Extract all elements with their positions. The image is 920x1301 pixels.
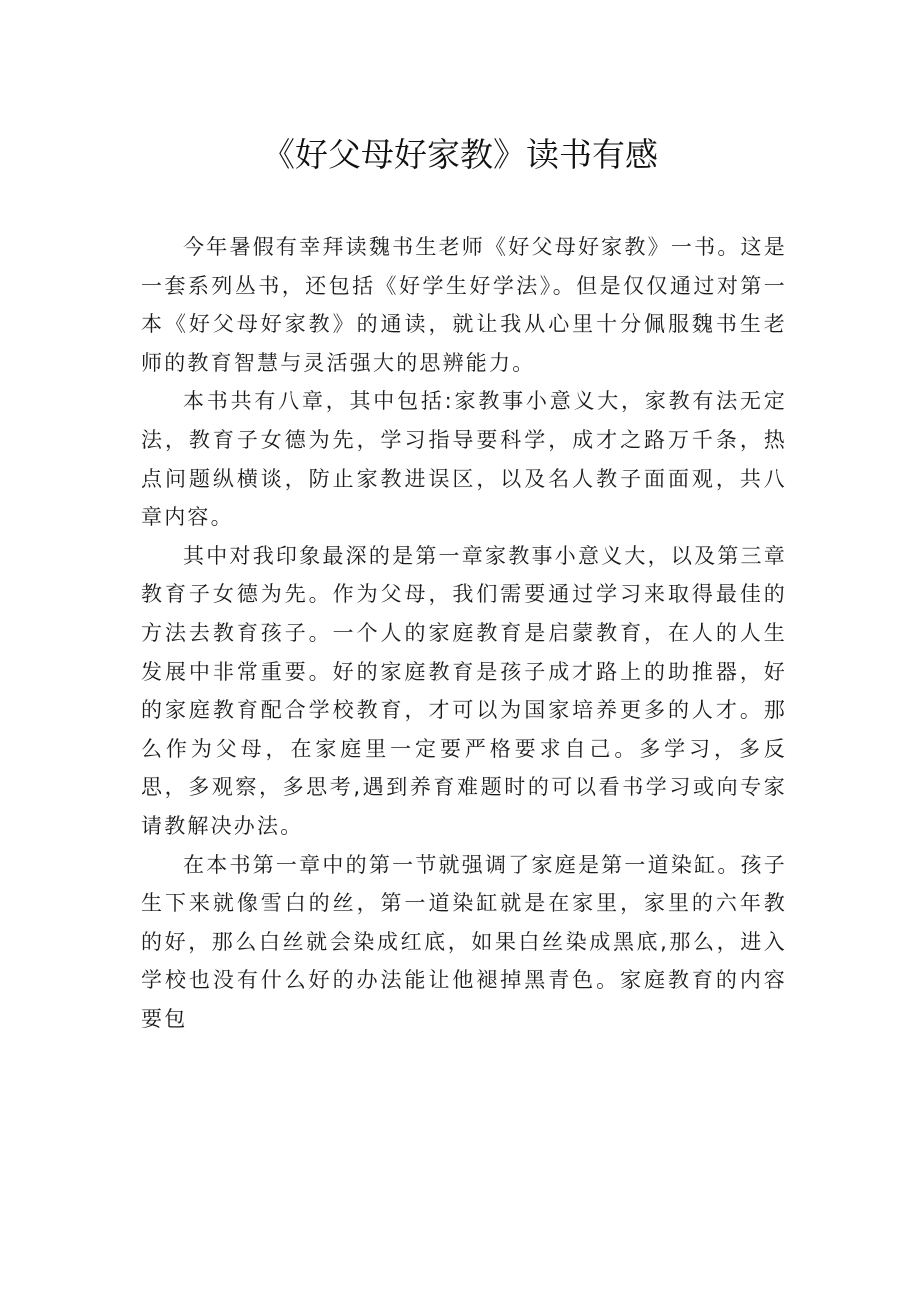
paragraph-4: 在本书第一章中的第一节就强调了家庭是第一道染缸。孩子生下来就像雪白的丝，第一道染缸就是在家里，家里的六年教的好，那么白丝就会染成红底，如果白丝染成黑底,那么，进入学校也没有什么好的办法能让他褪掉黑青色。家庭教育的内容要包 — [141, 852, 787, 1031]
document-body — [141, 228, 787, 1038]
paragraph-2: 本书共有八章，其中包括:家教事小意义大，家教有法无定法，教育子女德为先，学习指导要科学，成才之路万千条，热点问题纵横谈，防止家教进误区，以及名人教子面面观，共八章内容。 — [141, 389, 787, 530]
paragraph-3: 其中对我印象最深的是第一章家教事小意义大，以及第三章教育子女德为先。作为父母，我们需要通过学习来取得最佳的方法去教育孩子。一个人的家庭教育是启蒙教育，在人的人生发展中非常重要。好的家庭教育是孩子成才路上的助推器，好的家庭教育配合学校教育，才可以为国家培养更多的人才。那么作为父母，在家庭里一定要严格要求自己。多学习，多反思，多观察，多思考,遇到养育难题时的可以看书学习或向专家请教解决办法。 — [141, 543, 787, 838]
document-title: 《好父母好家教》读书有感 — [262, 135, 658, 174]
paragraph-1: 今年暑假有幸拜读魏书生老师《好父母好家教》一书。这是一套系列丛书，还包括《好学生好学法》。但是仅仅通过对第一本《好父母好家教》的通读，就让我从心里十分佩服魏书生老师的教育智慧与灵活强大的思辨能力。 — [141, 235, 787, 375]
